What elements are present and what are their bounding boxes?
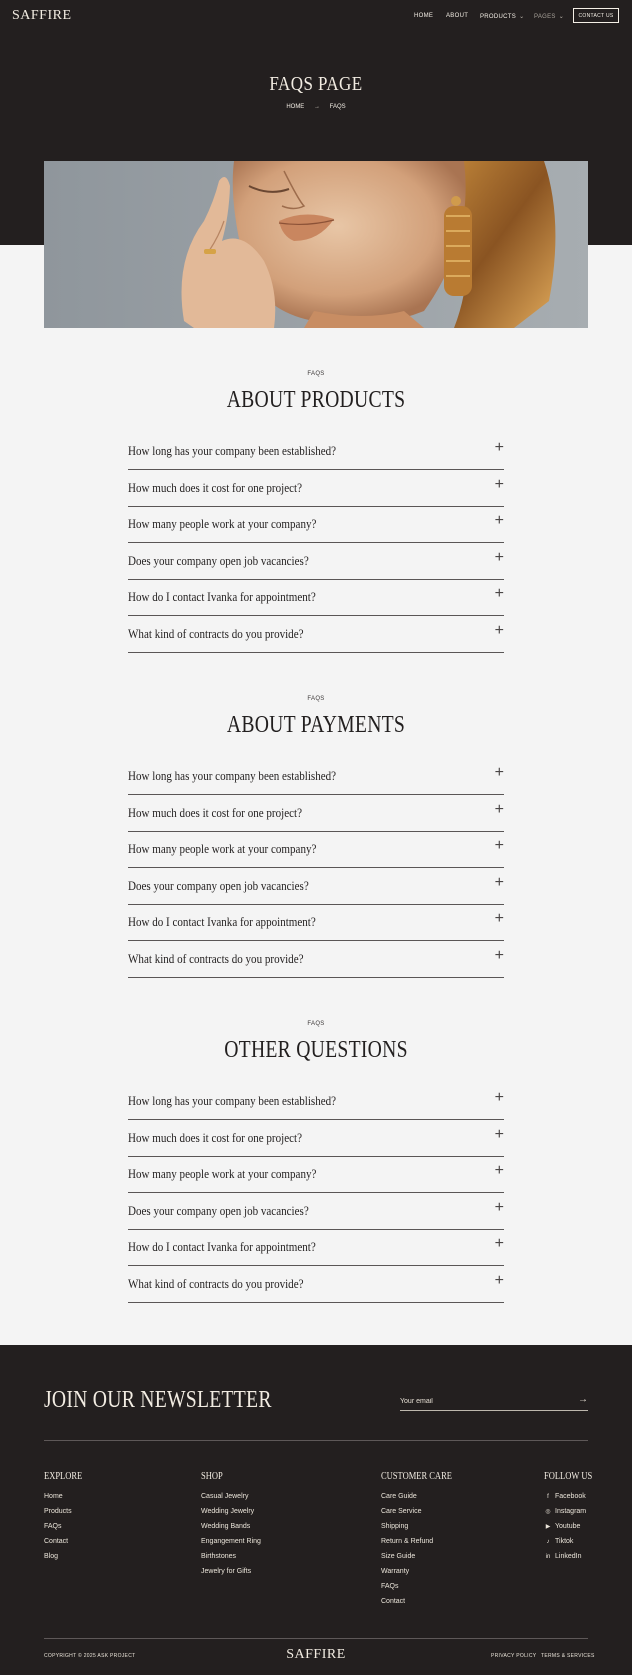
faq-item[interactable] (128, 507, 504, 543)
footer-link-label: Birthstones (201, 1553, 237, 1560)
faq-item[interactable] (128, 1267, 504, 1303)
plus-icon[interactable]: + (494, 800, 504, 818)
footer-link[interactable] (381, 1508, 421, 1515)
section-title: OTHER QUESTIONS (224, 1037, 408, 1063)
footer-link-label: Jewelry for Gifts (201, 1568, 252, 1575)
plus-icon[interactable]: + (494, 475, 504, 493)
footer-link-label: Care Guide (381, 1493, 417, 1500)
breadcrumb-home[interactable]: HOME (286, 104, 305, 110)
footer-link-label: Contact (381, 1598, 406, 1605)
nav-pages-link[interactable] (534, 13, 564, 20)
faq-question: What kind of contracts do you provide? (128, 951, 304, 966)
footer-link-label: Care Service (381, 1508, 422, 1515)
newsletter-form (400, 1393, 588, 1411)
footer-link[interactable] (201, 1493, 248, 1500)
faq-item[interactable] (128, 905, 504, 941)
footer-link[interactable] (44, 1493, 63, 1500)
footer-column-title: FOLLOW US (544, 1471, 593, 1482)
plus-icon[interactable]: + (494, 548, 504, 566)
footer-link[interactable] (544, 1523, 580, 1530)
faq-question: How many people work at your company? (128, 516, 317, 532)
newsletter-title: JOIN OUR NEWSLETTER (44, 1387, 272, 1413)
footer-link-label: LinkedIn (555, 1553, 582, 1560)
faq-question: What kind of contracts do you provide? (128, 1276, 304, 1291)
nav-products-label: PRODUCTS (480, 14, 517, 20)
contact-us-button[interactable]: CONTACT US (573, 8, 619, 23)
footer-link-label: Contact (44, 1538, 69, 1545)
plus-icon[interactable]: + (494, 622, 504, 639)
nav-about-link[interactable] (446, 13, 468, 19)
faq-item[interactable] (128, 759, 504, 795)
plus-icon[interactable]: + (494, 764, 504, 781)
footer-link-label: FAQs (381, 1583, 399, 1590)
plus-icon[interactable]: + (494, 1272, 504, 1289)
footer (0, 1345, 632, 1675)
footer-link[interactable] (381, 1493, 417, 1500)
footer-link-label: Products (44, 1508, 72, 1515)
faq-question: How long has your company been established? (128, 768, 337, 783)
divider (44, 1440, 588, 1441)
email-input[interactable] (400, 1393, 570, 1409)
faq-question: How many people work at your company? (128, 841, 317, 857)
nav-home-label: HOME (414, 13, 434, 19)
faq-question: Does your company open job vacancies? (128, 1202, 309, 1218)
faq-item[interactable] (128, 434, 504, 470)
footer-column-title: CUSTOMER CARE (381, 1471, 452, 1482)
breadcrumb (0, 104, 632, 110)
linkedin-icon: in (545, 1554, 551, 1560)
page-title: FAQS PAGE (269, 73, 363, 95)
section-eyebrow: FAQS (307, 371, 325, 377)
copyright: COPYRIGHT © 2025 ASK PROJECT (44, 1653, 136, 1659)
plus-icon[interactable]: + (494, 585, 504, 603)
plus-icon[interactable]: + (494, 1162, 504, 1180)
footer-link[interactable] (201, 1568, 251, 1575)
plus-icon[interactable]: + (494, 837, 504, 855)
faq-question: How much does it cost for one project? (128, 479, 302, 495)
faq-item[interactable] (128, 580, 504, 616)
footer-link[interactable] (544, 1508, 586, 1515)
footer-link-label: Youtube (555, 1523, 581, 1530)
footer-link-label: Shipping (381, 1523, 409, 1530)
chevron-down-icon: ⌄ (558, 14, 565, 20)
footer-link-label: Instagram (555, 1508, 587, 1515)
footer-link[interactable] (201, 1553, 236, 1560)
youtube-icon: ▶ (545, 1524, 551, 1530)
footer-link[interactable] (381, 1598, 405, 1605)
footer-column-title: SHOP (201, 1471, 223, 1482)
footer-link-label: Home (44, 1493, 63, 1500)
faq-question: How do I contact Ivanka for appointment? (128, 589, 316, 605)
footer-link[interactable] (201, 1508, 254, 1515)
footer-link-label: Blog (44, 1553, 59, 1560)
instagram-icon: ◎ (545, 1509, 551, 1515)
footer-link[interactable] (381, 1583, 399, 1590)
faq-item[interactable] (128, 617, 504, 653)
faq-question: Does your company open job vacancies? (128, 877, 309, 893)
section-eyebrow: FAQS (307, 1021, 325, 1027)
section-title: ABOUT PRODUCTS (226, 387, 406, 413)
faq-question: How do I contact Ivanka for appointment? (128, 914, 316, 930)
footer-link[interactable] (201, 1523, 250, 1530)
faq-item[interactable] (128, 1157, 504, 1193)
plus-icon[interactable]: + (494, 439, 504, 456)
faq-question: Does your company open job vacancies? (128, 552, 309, 568)
logo[interactable]: SAFFIRE (12, 8, 72, 23)
footer-link-label: Facebook (555, 1493, 586, 1500)
faq-question: How long has your company been established? (128, 1093, 337, 1108)
footer-link-label: Wedding Jewelry (201, 1508, 255, 1515)
plus-icon[interactable]: + (494, 873, 504, 891)
nav-pages-label: PAGES (534, 14, 556, 20)
plus-icon[interactable]: + (494, 947, 504, 964)
faq-question: How much does it cost for one project? (128, 1129, 302, 1145)
plus-icon[interactable]: + (494, 910, 504, 928)
footer-link[interactable] (381, 1523, 408, 1530)
footer-link-label: Casual Jewelry (201, 1493, 249, 1500)
terms-link[interactable]: TERMS & SERVICES (541, 1653, 595, 1659)
faq-item[interactable] (128, 471, 504, 507)
faq-question: How do I contact Ivanka for appointment? (128, 1239, 316, 1255)
faq-item[interactable] (128, 1194, 504, 1230)
divider (44, 1638, 588, 1639)
faq-item[interactable] (128, 832, 504, 868)
footer-link[interactable] (201, 1538, 261, 1545)
faq-question: How much does it cost for one project? (128, 804, 302, 820)
plus-icon[interactable]: + (494, 1235, 504, 1253)
faq-item[interactable] (128, 942, 504, 978)
footer-link[interactable] (381, 1538, 433, 1545)
footer-link-label: Tiktok (555, 1538, 574, 1545)
tiktok-icon: ♪ (546, 1539, 550, 1545)
faq-item[interactable] (128, 1084, 504, 1120)
plus-icon[interactable]: + (494, 512, 504, 530)
hero-image (44, 161, 588, 328)
footer-link[interactable] (44, 1508, 72, 1515)
plus-icon[interactable]: + (494, 1198, 504, 1216)
facebook-icon: f (547, 1494, 549, 1500)
footer-column-title: EXPLORE (44, 1471, 83, 1482)
top-navigation (0, 0, 632, 32)
footer-link[interactable] (44, 1553, 58, 1560)
faq-item[interactable] (128, 1121, 504, 1157)
faq-item[interactable] (128, 1230, 504, 1266)
arrow-right-icon[interactable]: → (578, 1394, 588, 1405)
faq-item[interactable] (128, 796, 504, 832)
footer-link-label: Return & Refund (381, 1538, 434, 1545)
nav-about-label: ABOUT (446, 13, 469, 19)
section-eyebrow: FAQS (307, 696, 325, 702)
footer-link[interactable] (44, 1538, 68, 1545)
plus-icon[interactable]: + (494, 1089, 504, 1106)
chevron-down-icon: ⌄ (519, 14, 525, 20)
arrow-right-icon: → (313, 104, 320, 110)
nav-home-link[interactable] (414, 13, 433, 19)
faq-question: What kind of contracts do you provide? (128, 626, 304, 641)
footer-link[interactable] (44, 1523, 62, 1530)
nav-products-link[interactable] (480, 13, 524, 20)
footer-link[interactable] (544, 1493, 586, 1500)
plus-icon[interactable]: + (494, 1125, 504, 1143)
footer-link-label: Engangement Ring (201, 1538, 261, 1545)
footer-link[interactable] (544, 1538, 573, 1545)
footer-link-label: Wedding Bands (201, 1523, 251, 1530)
footer-link[interactable] (544, 1553, 581, 1560)
section-title: ABOUT PAYMENTS (226, 712, 406, 738)
breadcrumb-current: FAQS (329, 104, 346, 110)
faq-question: How long has your company been established? (128, 443, 337, 458)
faq-item[interactable] (128, 869, 504, 905)
faq-item[interactable] (128, 544, 504, 580)
footer-link[interactable] (381, 1568, 409, 1575)
faq-question: How many people work at your company? (128, 1166, 317, 1182)
privacy-policy-link[interactable]: PRIVACY POLICY (491, 1653, 537, 1659)
footer-link[interactable] (381, 1553, 415, 1560)
footer-logo[interactable]: SAFFIRE (286, 1647, 346, 1662)
footer-link-label: Warranty (381, 1568, 410, 1575)
footer-link-label: Size Guide (381, 1553, 416, 1560)
footer-link-label: FAQs (44, 1523, 62, 1530)
